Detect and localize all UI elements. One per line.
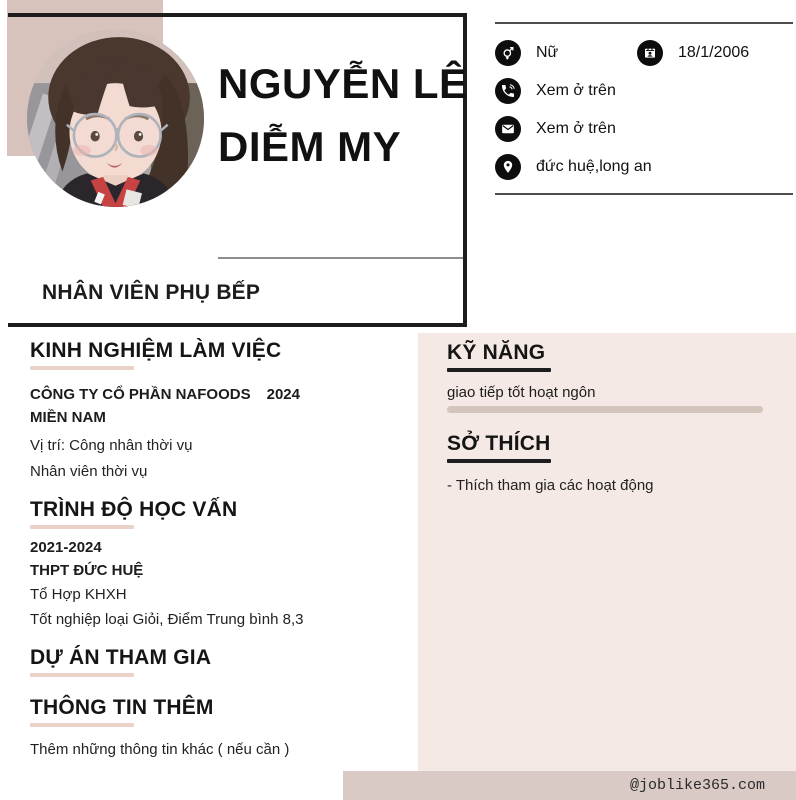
contact-birthday (637, 40, 749, 66)
hobbies-heading: SỞ THÍCH (447, 432, 551, 455)
education-result: Tốt nghiệp loại Giỏi, Điểm Trung bình 8,3 (30, 611, 304, 628)
gender-icon (495, 40, 521, 66)
section-additional-info (30, 695, 420, 760)
contact-row-email (495, 116, 793, 142)
address-value: đức huệ,long an (536, 158, 652, 175)
additional-heading: THÔNG TIN THÊM (30, 696, 214, 719)
heading-underline (30, 366, 134, 370)
contact-address (495, 154, 652, 180)
section-experience (30, 338, 420, 482)
sidebar-column (447, 340, 763, 496)
watermark-text: @joblike365.com (629, 777, 765, 794)
experience-description: Nhân viên thời vụ (30, 463, 148, 480)
skill-name: giao tiếp tốt hoạt ngôn (447, 384, 596, 401)
contact-panel (495, 22, 793, 195)
phone-value: Xem ở trên (536, 82, 616, 99)
email-value: Xem ở trên (536, 120, 616, 137)
heading-underline (30, 723, 134, 727)
contact-phone (495, 78, 616, 104)
hobby-item: - Thích tham gia các hoạt động (447, 477, 654, 494)
experience-heading: KINH NGHIỆM LÀM VIỆC (30, 339, 282, 362)
section-projects (30, 645, 420, 677)
additional-note: Thêm những thông tin khác ( nếu cần ) (30, 741, 290, 758)
avatar-illustration (27, 30, 204, 207)
section-education (30, 497, 420, 630)
experience-year: 2024 (266, 386, 300, 403)
heading-underline (30, 525, 134, 529)
gender-value: Nữ (536, 44, 559, 61)
birthday-icon (637, 40, 663, 66)
candidate-name: NGUYỄN LÊ DIỄM MY (218, 60, 468, 170)
email-icon (495, 116, 521, 142)
education-heading: TRÌNH ĐỘ HỌC VẤN (30, 498, 238, 521)
contact-email (495, 116, 616, 142)
job-title: NHÂN VIÊN PHỤ BẾP (42, 281, 261, 304)
header-divider (218, 257, 463, 259)
birthday-value: 18/1/2006 (678, 44, 750, 61)
experience-entry-header (30, 383, 300, 429)
section-hobbies (447, 431, 763, 496)
section-skills (447, 340, 763, 413)
education-major: Tổ Hợp KHXH (30, 586, 127, 603)
contact-bottom-rule (495, 193, 793, 195)
contact-row-address (495, 154, 793, 180)
main-column (30, 338, 420, 760)
heading-underline (447, 459, 551, 463)
projects-heading: DỰ ÁN THAM GIA (30, 646, 212, 669)
watermark-bar (343, 771, 796, 800)
heading-underline (447, 368, 551, 372)
skill-level-bar (447, 406, 763, 413)
education-years: 2021-2024 (30, 539, 102, 556)
profile-photo (27, 30, 204, 207)
skill-bar-track (447, 406, 763, 413)
contact-row-gender-birthday (495, 40, 793, 66)
company-name: CÔNG TY CỔ PHẦN NAFOODS MIỀN NAM (30, 386, 251, 426)
heading-underline (30, 673, 134, 677)
contact-gender (495, 40, 637, 66)
location-icon (495, 154, 521, 180)
experience-position: Vị trí: Công nhân thời vụ (30, 437, 193, 454)
contact-row-phone (495, 78, 793, 104)
education-school: THPT ĐỨC HUỆ (30, 562, 144, 579)
phone-icon (495, 78, 521, 104)
skills-heading: KỸ NĂNG (447, 341, 546, 364)
